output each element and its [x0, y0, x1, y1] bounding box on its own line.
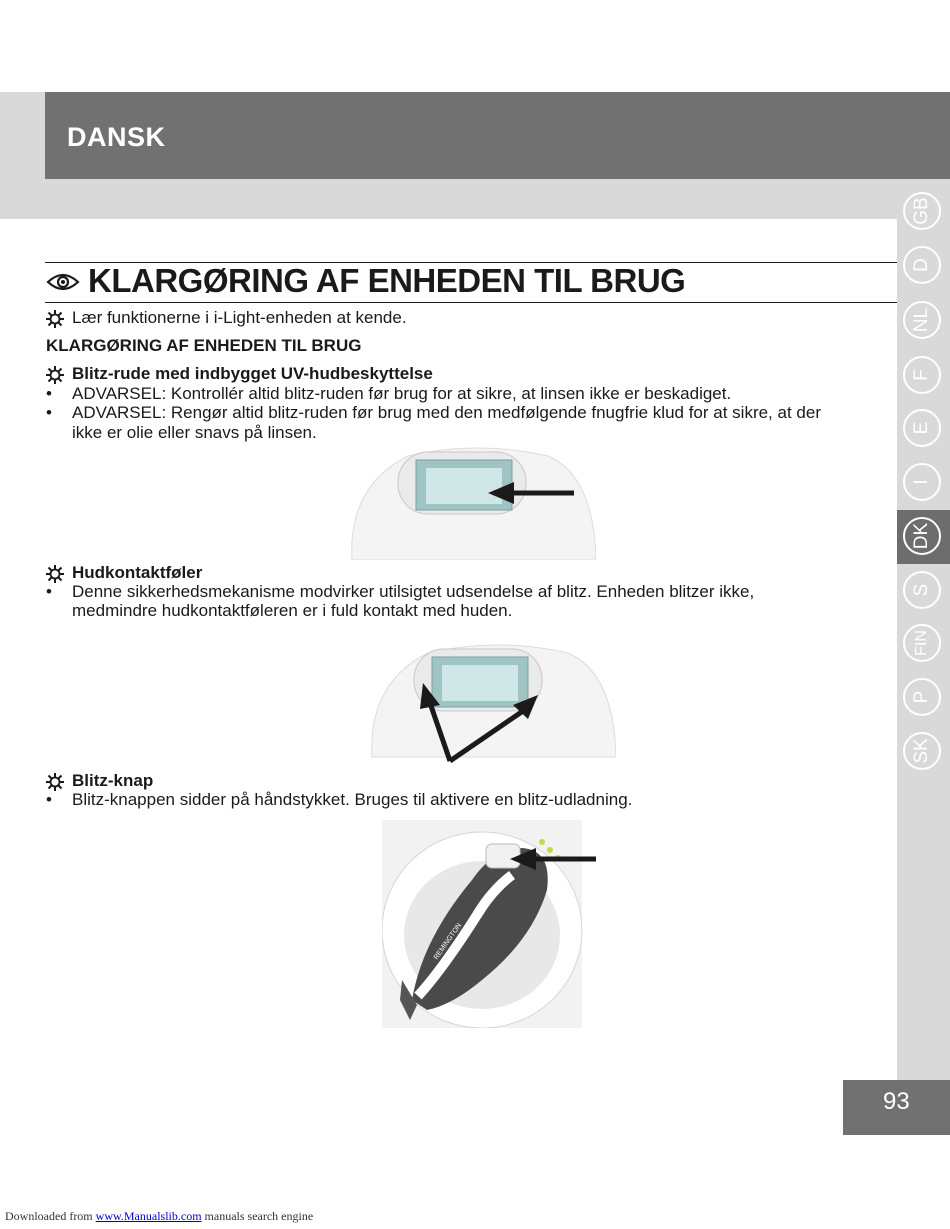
flash-button-text: Blitz-knappen sidder på håndstykket. Bruges til aktivere en blitz-udladning.: [72, 790, 633, 809]
bullet-marker: •: [46, 582, 52, 601]
warning-check-window: ADVARSEL: Kontrollér altid blitz-ruden før brug for at sikre, at linsen ikke er beskadiget.: [72, 384, 732, 403]
language-banner: [45, 92, 950, 179]
intro-text: Lær funktionerne i i-Light-enheden at kende.: [72, 308, 407, 327]
heading-rule-bottom: [45, 302, 897, 303]
skin-sensor-text-line2: medmindre hudkontaktføleren er i fuld kontakt med huden.: [72, 601, 513, 620]
flash-window-illustration: [348, 446, 596, 560]
manualslib-link[interactable]: www.Manualslib.com: [95, 1209, 202, 1223]
tab-fin[interactable]: FIN: [903, 624, 941, 662]
tab-dk[interactable]: DK: [903, 517, 941, 555]
section-heading-flash-window: Blitz-rude med indbygget UV-hudbeskyttelse: [72, 364, 433, 383]
download-footer: [5, 1209, 313, 1224]
section-heading-skin-sensor: Hudkontaktføler: [72, 563, 203, 582]
bullet-marker: •: [46, 384, 52, 403]
flash-button-illustration: [382, 820, 598, 1028]
tab-e[interactable]: E: [903, 409, 941, 447]
skin-sensor-illustration: [368, 643, 616, 765]
bullet-marker: •: [46, 790, 52, 809]
page-title: KLARGØRING AF ENHEDEN TIL BRUG: [88, 262, 686, 299]
tab-sk[interactable]: SK: [903, 732, 941, 770]
tab-f[interactable]: F: [903, 356, 941, 394]
warning-clean-window-line2: ikke er olie eller snavs på linsen.: [72, 423, 317, 442]
sun-icon: [46, 366, 64, 384]
eye-icon: [46, 271, 80, 293]
language-title: DANSK: [67, 122, 166, 152]
skin-sensor-text-line1: Denne sikkerhedsmekanisme modvirker utilsigtet udsendelse af blitz. Enheden blitzer ikke,: [72, 582, 755, 601]
tab-s[interactable]: S: [903, 571, 941, 609]
tab-i[interactable]: I: [903, 463, 941, 501]
tab-gb[interactable]: GB: [903, 192, 941, 230]
tab-p[interactable]: P: [903, 678, 941, 716]
device-brand-text: REMINGTON: [432, 922, 464, 962]
tab-nl[interactable]: NL: [903, 301, 941, 339]
warning-clean-window-line1: ADVARSEL: Rengør altid blitz-ruden før brug med den medfølgende fnugfrie klud for at sikre, at der: [72, 403, 821, 422]
footer-suffix: manuals search engine: [201, 1209, 314, 1223]
section-heading-flash-button: Blitz-knap: [72, 771, 154, 790]
tab-d[interactable]: D: [903, 246, 941, 284]
footer-prefix: Downloaded from: [5, 1209, 96, 1223]
page-number-box: [843, 1080, 950, 1135]
sun-icon: [46, 773, 64, 791]
section-subheading: KLARGØRING AF ENHEDEN TIL BRUG: [46, 336, 362, 355]
page-number: 93: [883, 1088, 910, 1115]
sun-icon: [46, 565, 64, 583]
sun-icon: [46, 310, 64, 328]
bullet-marker: •: [46, 403, 52, 422]
